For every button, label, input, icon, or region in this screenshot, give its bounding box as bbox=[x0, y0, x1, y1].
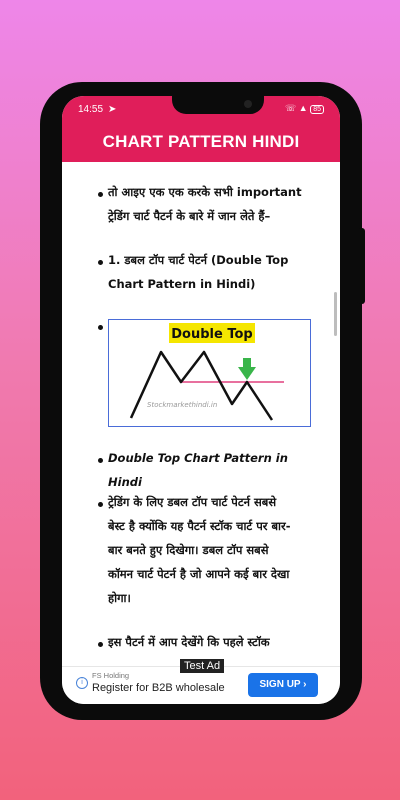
ad-tag: Test Ad bbox=[180, 659, 224, 673]
image-caption: Double Top Chart Pattern in Hindi bbox=[108, 451, 288, 489]
telegram-icon: ➤ bbox=[108, 104, 117, 115]
signal-icon: ▲ bbox=[298, 103, 308, 113]
ad-advertiser: FS Holding bbox=[92, 671, 130, 680]
text-line: Chart Pattern in Hindi) bbox=[108, 277, 256, 291]
text-line: तो आइए एक एक करके सभी important bbox=[108, 185, 302, 199]
paragraph-intro bbox=[108, 180, 318, 228]
battery-icon: 85 bbox=[310, 105, 324, 114]
bullet bbox=[98, 458, 103, 463]
image-title: Double Top bbox=[171, 327, 253, 342]
arrow-stem bbox=[243, 358, 251, 368]
app-screen bbox=[62, 96, 340, 704]
camera-notch bbox=[172, 96, 264, 114]
bullet bbox=[98, 502, 103, 507]
text-line: बार बनते हुए दिखेगा। डबल टॉप सबसे bbox=[108, 543, 269, 557]
text-line: 1. डबल टॉप चार्ट पेटर्न (Double Top bbox=[108, 253, 289, 267]
paragraph-next bbox=[108, 630, 318, 654]
watermark: Stockmarkethindi.in bbox=[147, 401, 218, 409]
double-top-image bbox=[108, 319, 311, 427]
text-line: बेस्ट है क्योंकि यह पैटर्न स्टॉक चार्ट पर बार- bbox=[108, 519, 291, 533]
bullet bbox=[98, 642, 103, 647]
camera-icon bbox=[244, 100, 252, 108]
text-line: होगा। bbox=[108, 591, 131, 605]
ad-info-icon[interactable]: i bbox=[76, 677, 88, 689]
double-top-illustration bbox=[109, 320, 310, 426]
text-line: कॉमन चार्ट पेटर्न है जो आपने कई बार देखा bbox=[108, 567, 290, 581]
article-content[interactable] bbox=[62, 162, 340, 670]
bullet bbox=[98, 192, 103, 197]
text-line: ट्रेडिंग चार्ट पैटर्न के बारे में जान लेते हैं– bbox=[108, 209, 271, 223]
down-arrow-icon bbox=[238, 367, 256, 380]
text-line: ट्रेडिंग के लिए डबल टॉप चार्ट पेटर्न सबसे bbox=[108, 495, 277, 509]
signup-button[interactable]: SIGN UP › bbox=[248, 673, 318, 697]
ad-banner[interactable] bbox=[62, 660, 340, 704]
scrollbar[interactable] bbox=[334, 292, 337, 336]
wifi-call-icon: ☏ bbox=[284, 103, 297, 113]
heading-double-top bbox=[108, 248, 318, 296]
bullet bbox=[98, 325, 103, 330]
text-line: इस पैटर्न में आप देखेंगे कि पहले स्टॉक bbox=[108, 635, 270, 649]
paragraph-description bbox=[108, 490, 318, 610]
power-button bbox=[357, 228, 365, 304]
status-icons bbox=[285, 103, 324, 114]
ad-headline[interactable]: Register for B2B wholesale bbox=[92, 682, 225, 694]
page-title: CHART PATTERN HINDI bbox=[102, 132, 300, 151]
bullet bbox=[98, 260, 103, 265]
app-bar bbox=[62, 124, 340, 162]
status-time: 14:55 bbox=[78, 104, 104, 115]
